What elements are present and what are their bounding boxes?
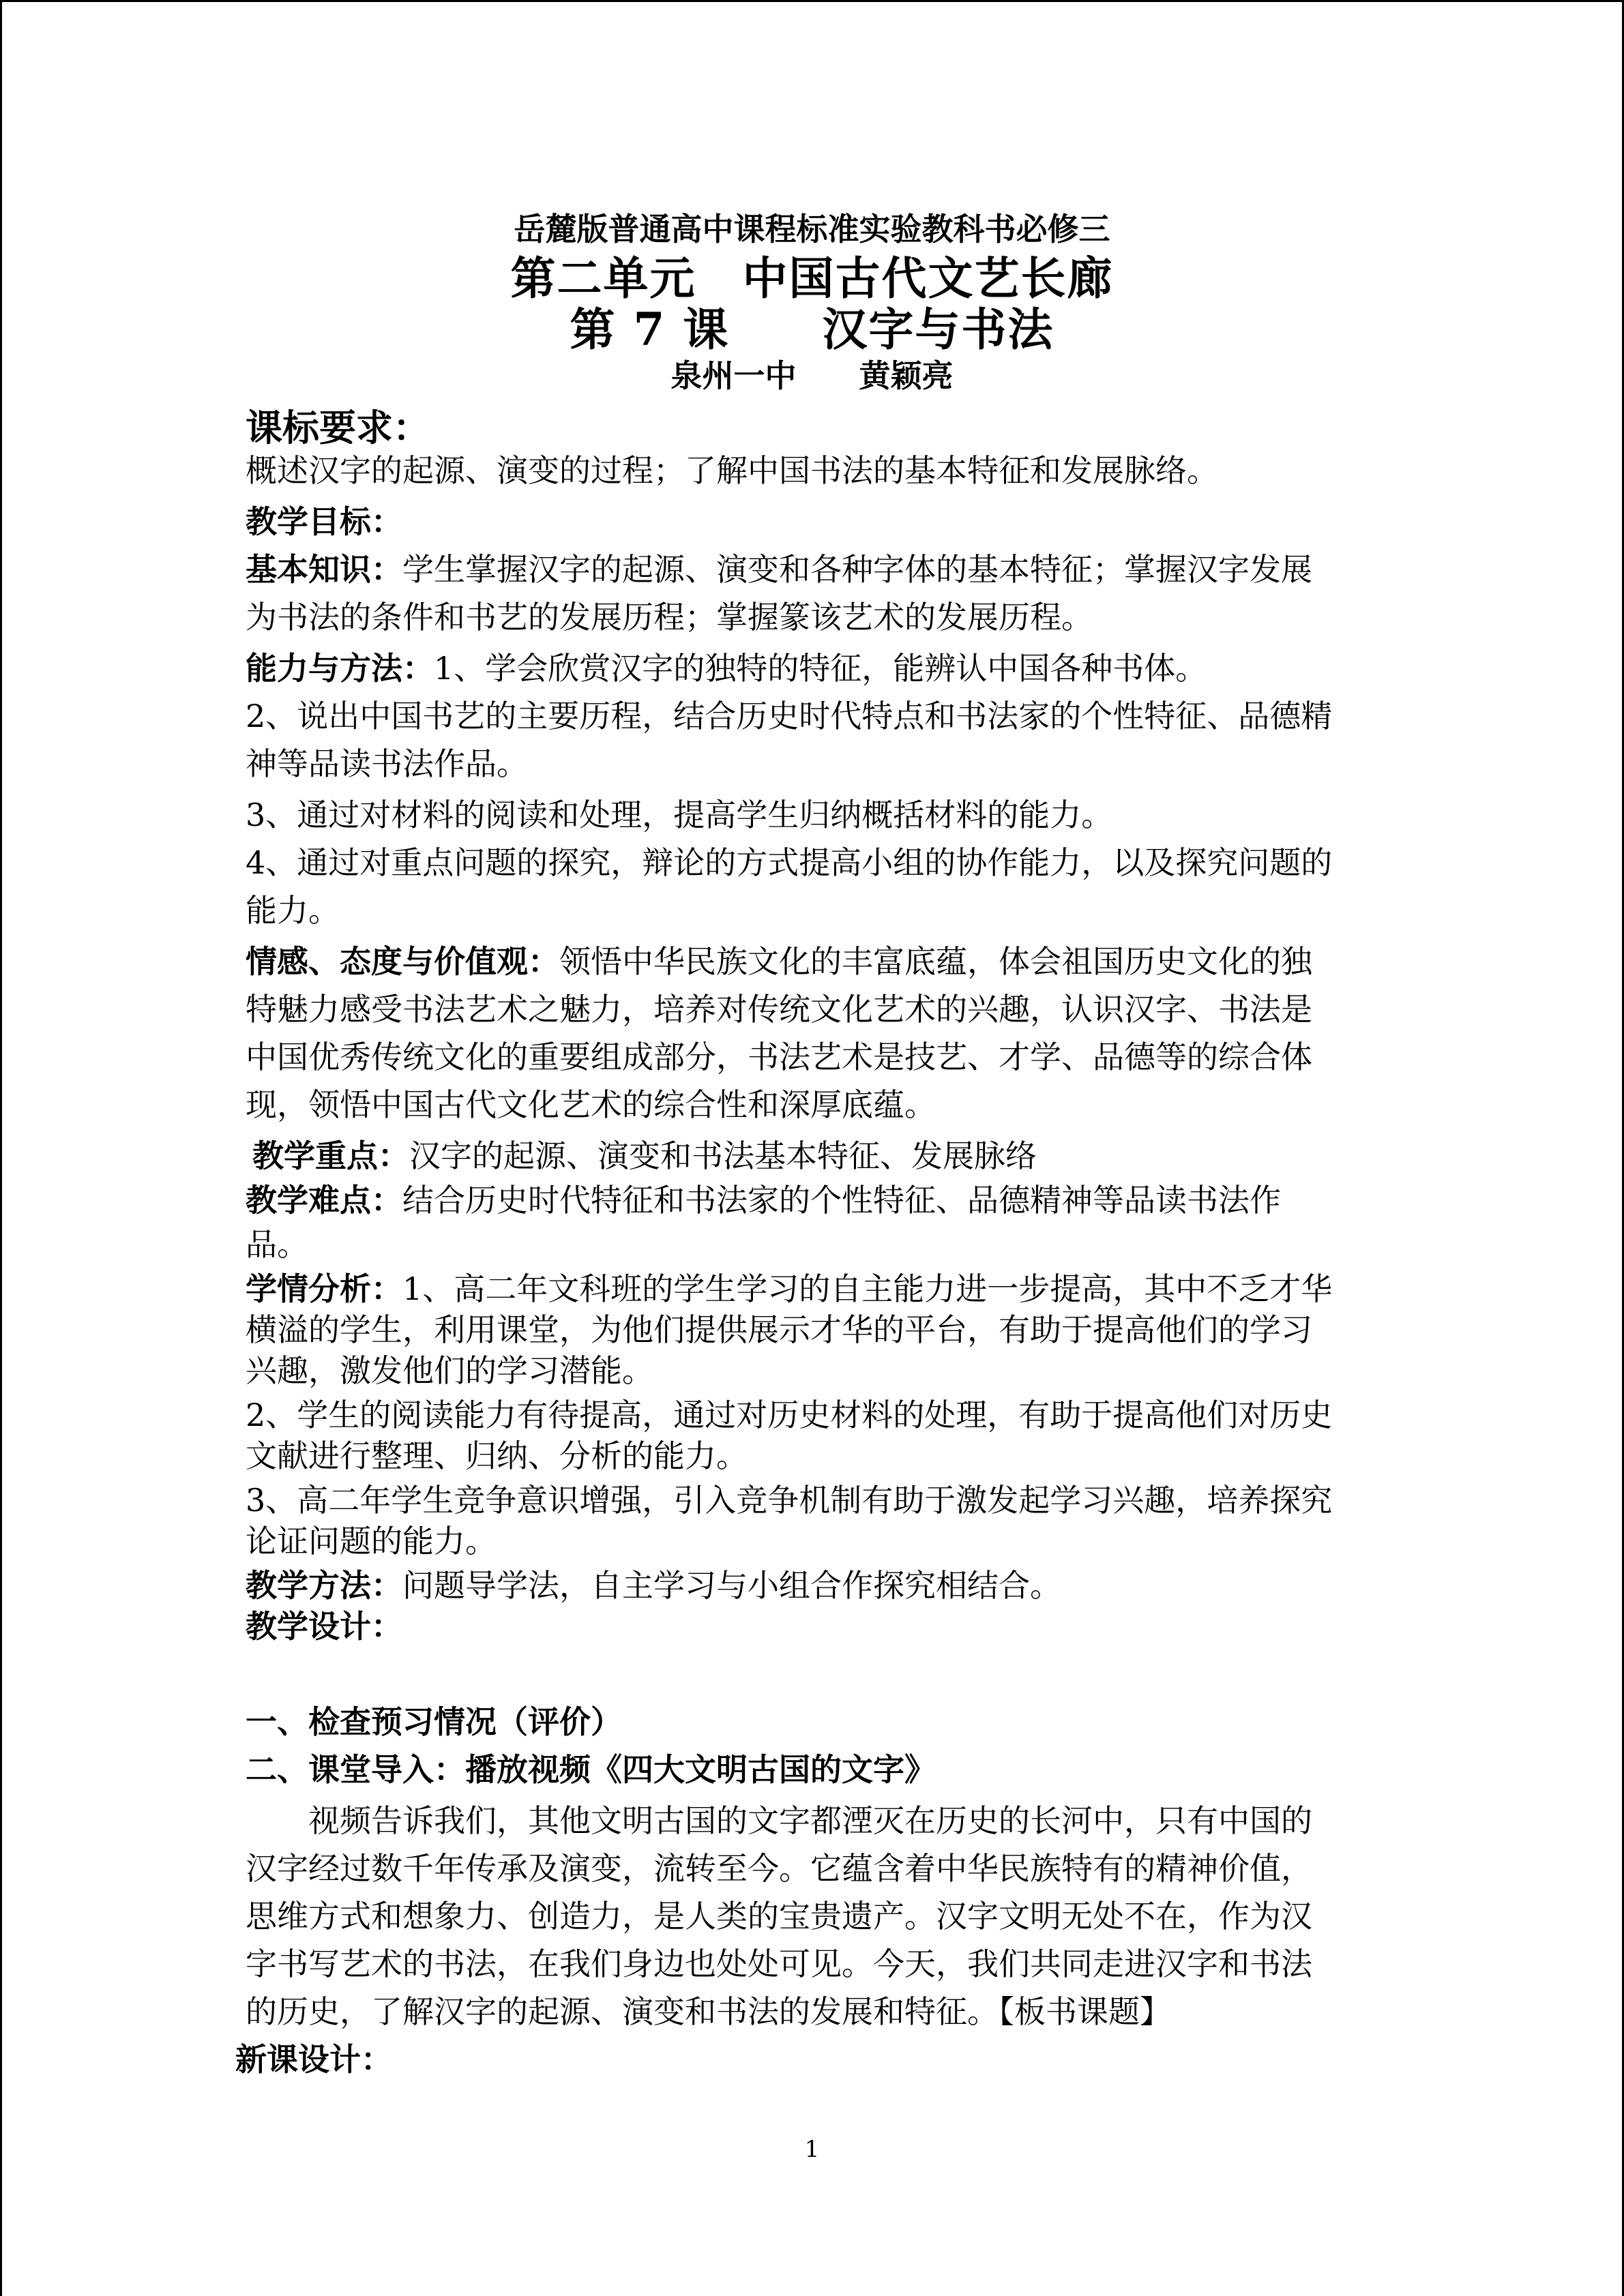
textbook-subtitle: 岳麓版普通高中课程标准实验教科书必修三 bbox=[514, 211, 1110, 248]
keypoints-line: 教学重点：汉字的起源、演变和书法基本特征、发展脉络 bbox=[252, 1137, 1037, 1174]
analysis-p1-line3: 兴趣，激发他们的学习潜能。 bbox=[246, 1352, 653, 1389]
difficulties-label: 教学难点： bbox=[246, 1182, 402, 1219]
page-number: 1 bbox=[804, 2136, 820, 2163]
standards-heading: 课标要求： bbox=[246, 406, 430, 449]
ability-2-line2: 神等品读书法作品。 bbox=[246, 745, 528, 782]
analysis-p1-line1: 学情分析：1、高二年文科班的学生学习的自主能力进一步提高，其中不乏才华 bbox=[246, 1270, 1333, 1307]
ability-label: 能力与方法： bbox=[246, 650, 434, 687]
objectives-heading: 教学目标： bbox=[246, 503, 402, 540]
analysis-p3-line1: 3、高二年学生竞争意识增强，引入竞争机制有助于激发起学习兴趣，培养探究 bbox=[246, 1482, 1333, 1519]
intro-line3: 思维方式和想象力、创造力，是人类的宝贵遗产。汉字文明无处不在，作为汉 bbox=[246, 1898, 1312, 1935]
ability-3: 3、通过对材料的阅读和处理，提高学生归纳概括材料的能力。 bbox=[246, 796, 1113, 833]
values-line2: 特魅力感受书法艺术之魅力，培养对传统文化艺术的兴趣，认识汉字、书法是 bbox=[246, 991, 1312, 1028]
analysis-p3-line2: 论证问题的能力。 bbox=[246, 1523, 497, 1560]
step-2-heading: 二、课堂导入：播放视频《四大文明古国的文字》 bbox=[246, 1751, 936, 1788]
author-line: 泉州一中 黄颖亮 bbox=[670, 357, 954, 394]
methods-label: 教学方法： bbox=[246, 1567, 402, 1604]
values-line1: 情感、态度与价值观：领悟中华民族文化的丰富底蕴，体会祖国历史文化的独 bbox=[246, 943, 1312, 980]
analysis-p1-line2: 横溢的学生，利用课堂，为他们提供展示才华的平台，有助于提高他们的学习 bbox=[246, 1311, 1312, 1348]
intro-line4: 字书写艺术的书法，在我们身边也处处可见。今天，我们共同走进汉字和书法 bbox=[246, 1945, 1312, 1982]
analysis-p2-line2: 文献进行整理、归纳、分析的能力。 bbox=[246, 1437, 748, 1474]
difficulties-line1: 教学难点：结合历史时代特征和书法家的个性特征、品德精神等品读书法作 bbox=[246, 1182, 1281, 1219]
unit-title: 第二单元 中国古代文艺长廊 bbox=[510, 252, 1114, 305]
new-lesson-heading: 新课设计： bbox=[235, 2041, 392, 2078]
basic-knowledge-line1: 基本知识：学生掌握汉字的起源、演变和各种字体的基本特征；掌握汉字发展 bbox=[246, 551, 1312, 588]
difficulties-line2: 品。 bbox=[246, 1226, 308, 1263]
values-line3: 中国优秀传统文化的重要组成部分，书法艺术是技艺、才学、品德等的综合体 bbox=[246, 1039, 1312, 1075]
design-heading: 教学设计： bbox=[246, 1608, 402, 1645]
step-1-heading: 一、检查预习情况（评价） bbox=[246, 1703, 622, 1740]
intro-line5: 的历史，了解汉字的起源、演变和书法的发展和特征。【板书课题】 bbox=[246, 1993, 1171, 2030]
values-label: 情感、态度与价值观： bbox=[246, 943, 559, 980]
keypoints-label: 教学重点： bbox=[252, 1137, 409, 1174]
intro-line1: 视频告诉我们，其他文明古国的文字都湮灭在历史的长河中，只有中国的 bbox=[308, 1802, 1312, 1839]
values-line4: 现，领悟中国古代文化艺术的综合性和深厚底蕴。 bbox=[246, 1086, 936, 1123]
basic-knowledge-label: 基本知识： bbox=[246, 551, 402, 588]
ability-2-line1: 2、说出中国书艺的主要历程，结合历史时代特点和书法家的个性特征、品德精 bbox=[246, 698, 1333, 734]
intro-line2: 汉字经过数千年传承及演变，流转至今。它蕴含着中华民族特有的精神价值， bbox=[246, 1850, 1312, 1887]
ability-4-line1: 4、通过对重点问题的探究，辩论的方式提高小组的协作能力，以及探究问题的 bbox=[246, 844, 1333, 881]
ability-line1: 能力与方法：1、学会欣赏汉字的独特的特征，能辨认中国各种书体。 bbox=[246, 650, 1207, 687]
analysis-p2-line1: 2、学生的阅读能力有待提高，通过对历史材料的处理，有助于提高他们对历史 bbox=[246, 1397, 1333, 1433]
ability-4-line2: 能力。 bbox=[246, 892, 340, 929]
standards-text: 概述汉字的起源、演变的过程；了解中国书法的基本特征和发展脉络。 bbox=[246, 452, 1218, 489]
lesson-title: 第 7 课 汉字与书法 bbox=[570, 303, 1054, 356]
basic-knowledge-line2: 为书法的条件和书艺的发展历程；掌握篆该艺术的发展历程。 bbox=[246, 599, 1093, 636]
analysis-label: 学情分析： bbox=[246, 1270, 402, 1307]
methods-line: 教学方法：问题导学法，自主学习与小组合作探究相结合。 bbox=[246, 1567, 1061, 1604]
